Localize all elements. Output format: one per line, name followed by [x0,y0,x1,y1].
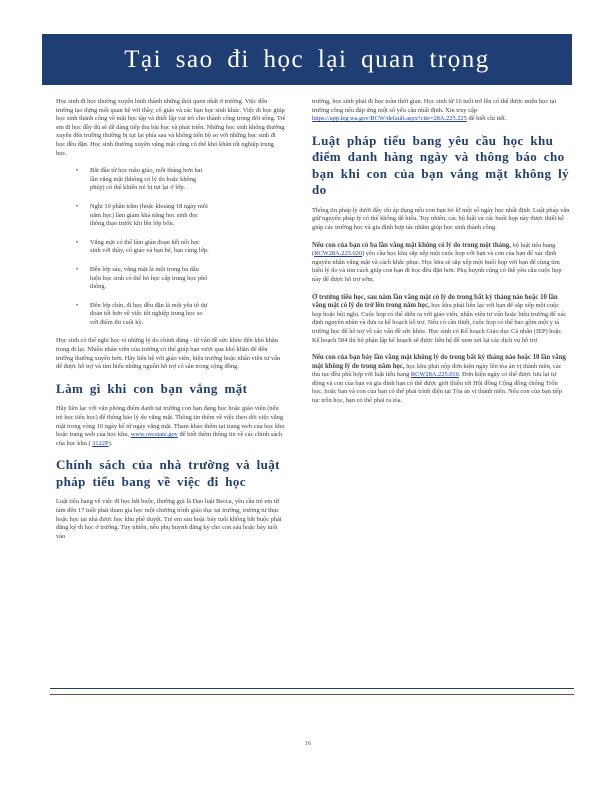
list-item: • Đến lớp sáu, vắng mặt là một trong ba dấu hiệu học sinh có thể bỏ học cấp trung học phổ thông. [90,266,210,292]
list-item: • Bắt đầu từ học mẫu giáo, mỗi tháng hơn hai lần vắng mặt (không có lý do hoặc không phép) có thể khiến trẻ bị tụt lại ở lớp. [90,167,210,193]
absence-paragraph [56,405,286,448]
continued-tail: để biết chi tiết. [468,115,507,123]
seven-absences-text-b: . Đơn kiện ngày có thể được lưu lại tự động và con của bạn và gia đình bạn có thể được giới thiệu tới Hội đồng Cộng đồng chống Trốn học, hoặc bạn và con của bạn có thể phải trình diện tại Tòa án vị thành niên. Nếu con của bạn tiếp tục trốn học, bạn có thể phải ra tòa. [312,371,563,405]
support-paragraph: Học sinh có thể nghỉ học vì những lý do chính đáng - từ vấn đề sức khỏe đến khó khăn trong đi lại. Nhiều nhân viên của trường có thể giúp bạn vượt qua khó khăn để đến trường thường xuyên hơn. Hãy liên hệ với giáo viên, hiệu trưởng hoặc nhân viên tư vấn để được hỗ trợ và tìm hiểu những nguồn hỗ trợ có sẵn trong cộng đồng. [56,337,281,371]
elementary-absences-heading: Ở trường tiểu học, sau năm lần vắng mặt có lý do trong bất kỳ tháng nào hoặc 10 lần vắng mặt có lý do trở lên trong năm học, [312,293,558,310]
rcw-225-link[interactable]: https://app.leg.wa.gov/RCW/default.aspx?cite=28A.225.225 [312,115,467,123]
footer-divider-thin [50,694,574,695]
title-banner [42,34,572,85]
left-column [56,98,286,550]
absence-tail: ). [108,439,113,447]
absence-text: Hãy liên lạc với văn phòng điểm danh tại trường con bạn đang học hoặc giáo viên (nếu trẻ học tiểu học) để thông báo lý do vắng mặt. Thông tin thêm về việc theo dõi việc vắng mặt trong vòng 10 ngày kể từ ngày vắng mặt. Tham khảo thêm tại trang web của học khu hoặc trang web của học khu, [56,405,285,439]
page-title: Tại sao đi học lại quan trọng [124,45,490,73]
elementary-absences-text: học khu phải liên lạc với bạn để sắp xếp một cuộc họp hoặc hội nghị. Cuộc họp có thể diễn ra với giáo viên, nhân viên tư vấn hoặc hiệu trưởng để xác định nguyên nhân và đưa ra kế hoạch hỗ trợ. Nếu có cần thiết, cuộc họp có thể bao gồm một y tá trường học để hỗ trợ về các vấn đề sức khỏe. Học sinh có Kế hoạch Giáo dục Cá nhân (IEP) hoặc Kế hoạch 504 thì bộ phận lập kế hoạch sẽ được liên hệ để xem xét lại các dịch vụ hỗ trợ. [312,302,567,344]
seven-absences-heading: Nếu con của bạn bảy lần vắng mặt không lý do trong bất kỳ tháng nào hoặc 10 lần vắng mặt không lý do trong năm học, [312,354,566,370]
three-absences-text-b: ) yêu cầu học khu sắp xếp một cuộc họp với bạn và con của bạn để xác định nguyên nhân vắng mặt và cách khắc phục. Học khu sẽ sắp xếp một buổi họp với bạn để cùng tìm hiểu lý do và tìm cách giúp con bạn đi học đều đặn hơn. Phụ huynh cũng có thể yêu cầu cuộc họp này để được hỗ trợ sớm. [312,250,562,283]
section-heading-absence: Làm gì khi con bạn vắng mặt [56,380,248,396]
section-heading-policy: Chính sách của nhà trường và luật pháp tiểu bang về việc đi học [56,457,280,489]
continued-text: trường, học sinh phải đi học toàn thời gian. Học sinh từ 16 tuổi trở lên có thể được miễn học tại trường công nếu đáp ứng một số yêu cầu nhất định. Xin truy cập [312,98,557,114]
continued-paragraph [312,98,570,124]
list-item: • Vắng mặt có thể làm gián đoạn kết nối học sinh với thầy, cô giáo và bạn bè, bạn cùng lớp. [90,239,210,256]
section-heading-state-law: Luật pháp tiểu bang yêu cầu học khu điểm danh hàng ngày và thông báo cho bạn khi con của bạn vắng mặt không lý do [312,132,569,198]
list-item: • Đến lớp chín, đi học đều đặn là một yếu tố dự đoán tốt hơn về việc tốt nghiệp trung học so với điểm thi cuối kỳ. [90,302,210,328]
rcw-020-link[interactable]: RCW28A.225.020 [314,250,363,258]
policy-3122p-link[interactable]: 3122P [92,439,109,447]
three-absences-heading: Nếu con của bạn có ba lần vắng mặt không có lý do trong một tháng, [312,241,511,249]
seven-absences-text-a: học khu phải nộp đơn kiện ngày lên tòa án vị thành niên, các thủ tục đều phù hợp với luật tiểu bang [312,362,562,379]
ovcstate-link[interactable]: www.ovcstate.gov [130,431,178,439]
attendance-facts-list [56,167,286,327]
state-law-paragraph: Thông tin pháp lý dưới đây chỉ áp dụng nếu con bạn bỏ lỡ một số ngày học nhất định. Luật pháp vẫn giữ nguyên pháp lý có thể không dễ hiểu. Tuy nhiên, các bộ luật và các buổi họp này được thiết kế giúp các trường học và gia đình hợp tác nhằm giúp học sinh thành công. [312,206,570,231]
right-column [312,98,570,415]
absence-link-suffix: để biết thêm thông tin về các chính sách của học khu ( [56,431,283,447]
rcw-010-link[interactable]: RCW28A.225.010 [410,371,459,379]
list-item: • Nghỉ 10 phần trăm (hoặc khoảng 18 ngày mỗi năm học) làm giảm khả năng học sinh đọc thông thạo trước khi lên lớp bốn. [90,203,210,229]
policy-paragraph: Luật tiểu bang về việc đi học bắt buộc, thường gọi là Đạo luật Becca, yêu cầu trẻ em từ tám đến 17 tuổi phải tham gia học một chương trình giáo dục tại trường, trường tư thục hoặc học tại nhà được học khu phê duyệt. Trẻ em sáu hoặc bảy tuổi không bắt buộc phải đăng ký đi học ở trường. Tuy nhiên, nếu phụ huynh đăng ký cho con sáu hoặc bảy tuổi vào [56,498,282,540]
footer-divider [50,688,574,689]
page-number: 16 [305,741,311,747]
intro-paragraph: Học sinh đi học thường xuyên hình thành những thói quen nhất ở trường. Việc đến trường tạo dựng mối quan hệ với thầy, cô giáo và các bạn học sinh khác. Việc đi học giúp học sinh thành công về mặt học tập và thiết lập vai trò cho thành công trong đời sống. Trẻ em đi học đầy đủ sẽ dễ dàng tiếp thu bài học và phát triển. Những học sinh không thường xuyên đến trường thường bị tụt lại phía sau và không tiến bộ so với những học sinh đi học đều đặn. Học sinh thường xuyên vắng mặt cũng có thể khó khăn tốt nghiệp trung học. [56,98,286,157]
three-absences-text-a: bộ luật tiểu bang ( [312,241,556,258]
